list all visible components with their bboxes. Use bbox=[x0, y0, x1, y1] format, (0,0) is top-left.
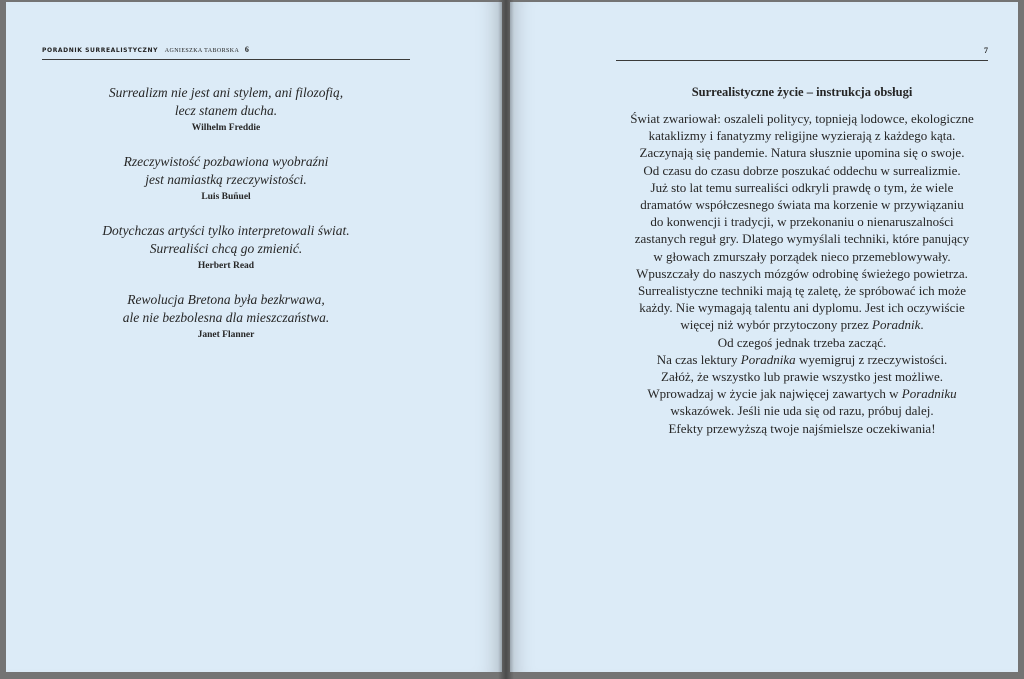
body-line bbox=[616, 385, 988, 402]
body-text: Zaczynają się pandemie. Natura słusznie upomina się o swoje. bbox=[639, 145, 965, 161]
header-author: AGNIESZKA TABORSKA bbox=[164, 48, 240, 54]
page-number-right: 7 bbox=[984, 46, 988, 55]
article bbox=[616, 84, 988, 437]
book-title: PORADNIK SURREALISTYCZNY bbox=[42, 47, 159, 54]
quote-line: Surrealizm nie jest ani stylem, ani filozofią, bbox=[108, 85, 344, 100]
quote bbox=[42, 222, 410, 274]
body-text: Wpuszczały do naszych mózgów odrobinę świeżego powietrza. bbox=[636, 265, 968, 281]
body-line bbox=[616, 316, 988, 333]
body-line bbox=[616, 351, 988, 368]
body-text: Już sto lat temu surrealiści odkryli prawdę o tym, że wiele bbox=[650, 179, 954, 195]
body-text: kataklizmy i fanatyzmy religijne wyzierają z każdego kąta. bbox=[648, 128, 956, 144]
right-page bbox=[510, 2, 1018, 672]
body-text: zastanych reguł gry. Dlatego wymyślali techniki, które panujący bbox=[634, 231, 970, 247]
body-line bbox=[616, 144, 988, 161]
quote bbox=[42, 84, 410, 136]
body-text: . bbox=[920, 317, 924, 333]
body-text: dramatów współczesnego świata ma korzenie w przywiązaniu bbox=[640, 197, 964, 213]
body-line bbox=[616, 368, 988, 385]
article-body bbox=[616, 110, 988, 437]
running-header-right bbox=[616, 46, 988, 61]
body-text: każdy. Nie wymagają talentu ani dyplomu. Jest ich oczywiście bbox=[639, 300, 965, 316]
body-text: do konwencji i tradycji, w przekonaniu o nienaruszalności bbox=[650, 214, 954, 230]
page-number-left: 6 bbox=[244, 45, 250, 54]
body-line bbox=[616, 196, 988, 213]
quote-author: Luis Buñuel bbox=[201, 192, 251, 202]
quote-author: Janet Flanner bbox=[197, 330, 255, 340]
body-text: więcej niż wybór przytoczony przez bbox=[680, 317, 873, 333]
quote-line: Dotychczas artyści tylko interpretowali świat. bbox=[102, 223, 350, 238]
body-line bbox=[616, 265, 988, 282]
body-line bbox=[616, 230, 988, 247]
body-line bbox=[616, 127, 988, 144]
quote-line: Surrealiści chcą go zmienić. bbox=[149, 241, 303, 256]
body-line bbox=[616, 248, 988, 265]
body-text: Od czegoś jednak trzeba zacząć. bbox=[717, 334, 887, 350]
book-gutter bbox=[498, 0, 514, 679]
body-text: Efekty przewyższą twoje najśmielsze oczekiwania! bbox=[668, 420, 936, 436]
body-text: Wprowadzaj w życie jak najwięcej zawartych w bbox=[647, 386, 902, 402]
body-line bbox=[616, 179, 988, 196]
quote-line: ale nie bezbolesna dla mieszczaństwa. bbox=[122, 310, 330, 325]
body-line bbox=[616, 213, 988, 230]
quote bbox=[42, 153, 410, 205]
quote-line: lecz stanem ducha. bbox=[174, 103, 278, 118]
body-line bbox=[616, 420, 988, 437]
running-header-left bbox=[42, 45, 410, 60]
quote-line: Rewolucja Bretona była bezkrwawa, bbox=[127, 292, 325, 307]
quote-line: Rzeczywistość pozbawiona wyobraźni bbox=[123, 154, 329, 169]
left-page bbox=[6, 2, 502, 672]
body-text: Świat zwariował: oszaleli politycy, topnieją lodowce, ekologiczne bbox=[630, 111, 974, 126]
body-text: wskazówek. Jeśli nie uda się od razu, próbuj dalej. bbox=[670, 403, 934, 419]
body-line bbox=[616, 282, 988, 299]
body-text: Na czas lektury bbox=[656, 351, 741, 367]
body-text: wyemigruj z rzeczywistości. bbox=[795, 351, 948, 367]
quote-author: Herbert Read bbox=[197, 261, 255, 271]
quotes-list bbox=[42, 84, 410, 360]
quote-author: Wilhelm Freddie bbox=[191, 123, 261, 133]
body-line bbox=[616, 334, 988, 351]
italic-title: Poradnik bbox=[872, 317, 921, 333]
body-line bbox=[616, 299, 988, 316]
italic-title: Poradnika bbox=[740, 351, 796, 367]
quote bbox=[42, 291, 410, 343]
body-line bbox=[616, 162, 988, 179]
italic-title: Poradniku bbox=[901, 386, 957, 402]
body-text: Od czasu do czasu dobrze poszukać oddechu w surrealizmie. bbox=[643, 162, 961, 178]
body-line bbox=[616, 110, 988, 127]
body-text: Załóż, że wszystko lub prawie wszystko jest możliwe. bbox=[661, 369, 943, 385]
body-text: w głowach zmurszały porządek nieco przemeblowywały. bbox=[653, 248, 951, 264]
body-line bbox=[616, 402, 988, 419]
body-text: Surrealistyczne techniki mają tę zaletę, że spróbować ich może bbox=[637, 283, 967, 299]
quote-line: jest namiastką rzeczywistości. bbox=[145, 172, 307, 187]
article-title: Surrealistyczne życie – instrukcja obsługi bbox=[691, 85, 913, 99]
